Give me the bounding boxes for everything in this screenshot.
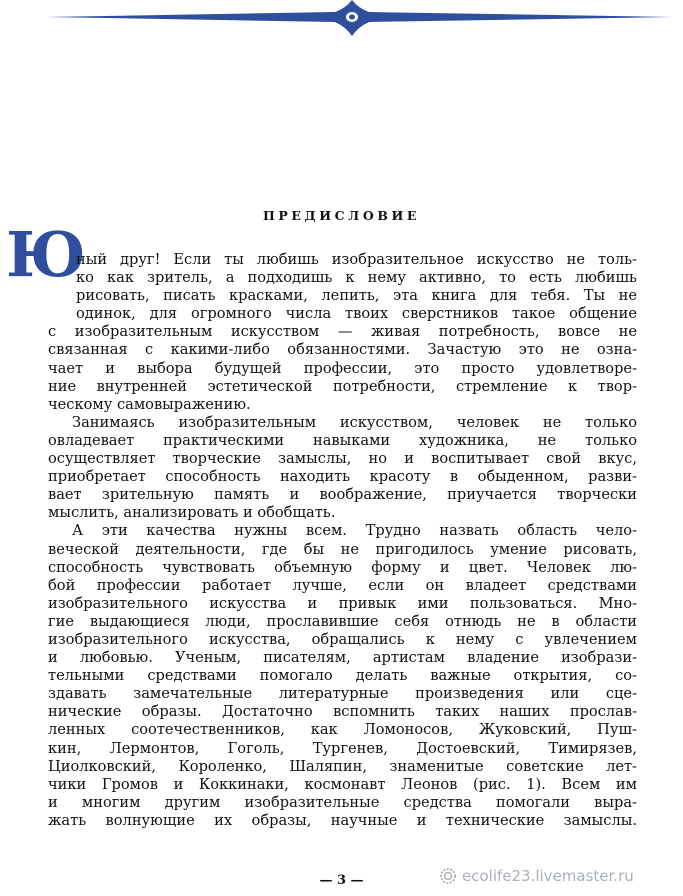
text-line: приобретает способность находить красоту в обыденном, разви-: [48, 468, 637, 486]
text-line: здавать замечательные литературные произведения или сце-: [48, 685, 637, 703]
text-line: мыслить, анализировать и обобщать.: [48, 504, 336, 522]
text-line: чает и выбора будущей профессии, это просто удовлетворе-: [48, 359, 637, 377]
text-line: и многим другим изобразительные средства помогали выра-: [48, 793, 637, 811]
text-line: вает зрительную память и воображение, приучается творчески: [48, 486, 637, 504]
text-line: нические образы. Достаточно вспомнить таких наших прослав-: [48, 703, 637, 721]
page-number: — 3 —: [319, 873, 364, 888]
text-line: связанная с какими-либо обязанностями. Зачастую это не озна-: [48, 341, 637, 359]
text-line: гие выдающиеся люди, прославившие себя отнюдь не в области: [48, 612, 637, 630]
text-line: изобразительного искусства и привык ими пользоваться. Мно-: [48, 594, 637, 612]
text-line: ко как зритель, а подходишь к нему активно, то есть любишь: [76, 269, 637, 287]
text-line: и любовью. Ученым, писателям, артистам владение изобрази-: [48, 649, 637, 667]
text-line: способность чувствовать объемную форму и цвет. Человек лю-: [48, 558, 637, 576]
watermark-text: ecolife23.livemaster.ru: [462, 867, 634, 885]
text-line: бой профессии работает лучше, если он владеет средствами: [48, 576, 637, 594]
text-line: Циолковский, Короленко, Шаляпин, знаменитые советские лет-: [48, 757, 637, 775]
decorative-ornament-icon: [0, 0, 683, 40]
watermark: [438, 866, 634, 886]
text-line: с изобразительным искусством — живая потребность, вовсе не: [48, 323, 637, 341]
text-line: Занимаясь изобразительным искусством, человек не только: [72, 413, 637, 431]
text-line: ние внутренней эстетической потребности, стремление к твор-: [48, 377, 637, 395]
page-title: ПРЕДИСЛОВИЕ: [262, 208, 421, 223]
body-text: [48, 251, 637, 830]
text-line: кин, Лермонтов, Гоголь, Тургенев, Достоевский, Тимирязев,: [48, 739, 637, 757]
text-line: ный друг! Если ты любишь изобразительное искусство не толь-: [76, 251, 637, 268]
text-line: ленных соотечественников, как Ломоносов, Жуковский, Пуш-: [48, 721, 637, 739]
text-line: тельными средствами помогало делать важные открытия, со-: [48, 667, 637, 685]
text-line: рисовать, писать красками, лепить, эта книга для тебя. Ты не: [76, 287, 637, 305]
text-line: чики Громов и Коккинаки, космонавт Леонов (рис. 1). Всем им: [48, 775, 637, 793]
text-line: А эти качества нужны всем. Трудно назвать область чело-: [72, 522, 637, 540]
text-line: веческой деятельности, где бы не пригодилось умение рисовать,: [48, 540, 637, 558]
gear-icon: [438, 866, 458, 886]
text-line: изобразительного искусства, обращались к нему с увлечением: [48, 630, 637, 648]
text-line: ческому самовыражению.: [48, 395, 251, 413]
text-line: овладевает практическими навыками художника, не только: [48, 431, 637, 449]
text-line: жать волнующие их образы, научные и технические замыслы.: [48, 811, 637, 829]
text-line: осуществляет творческие замыслы, но и воспитывает свой вкус,: [48, 450, 637, 468]
drop-cap: Ю: [6, 218, 84, 291]
text-line: одинок, для огромного числа твоих сверстников такое общение: [76, 305, 637, 323]
